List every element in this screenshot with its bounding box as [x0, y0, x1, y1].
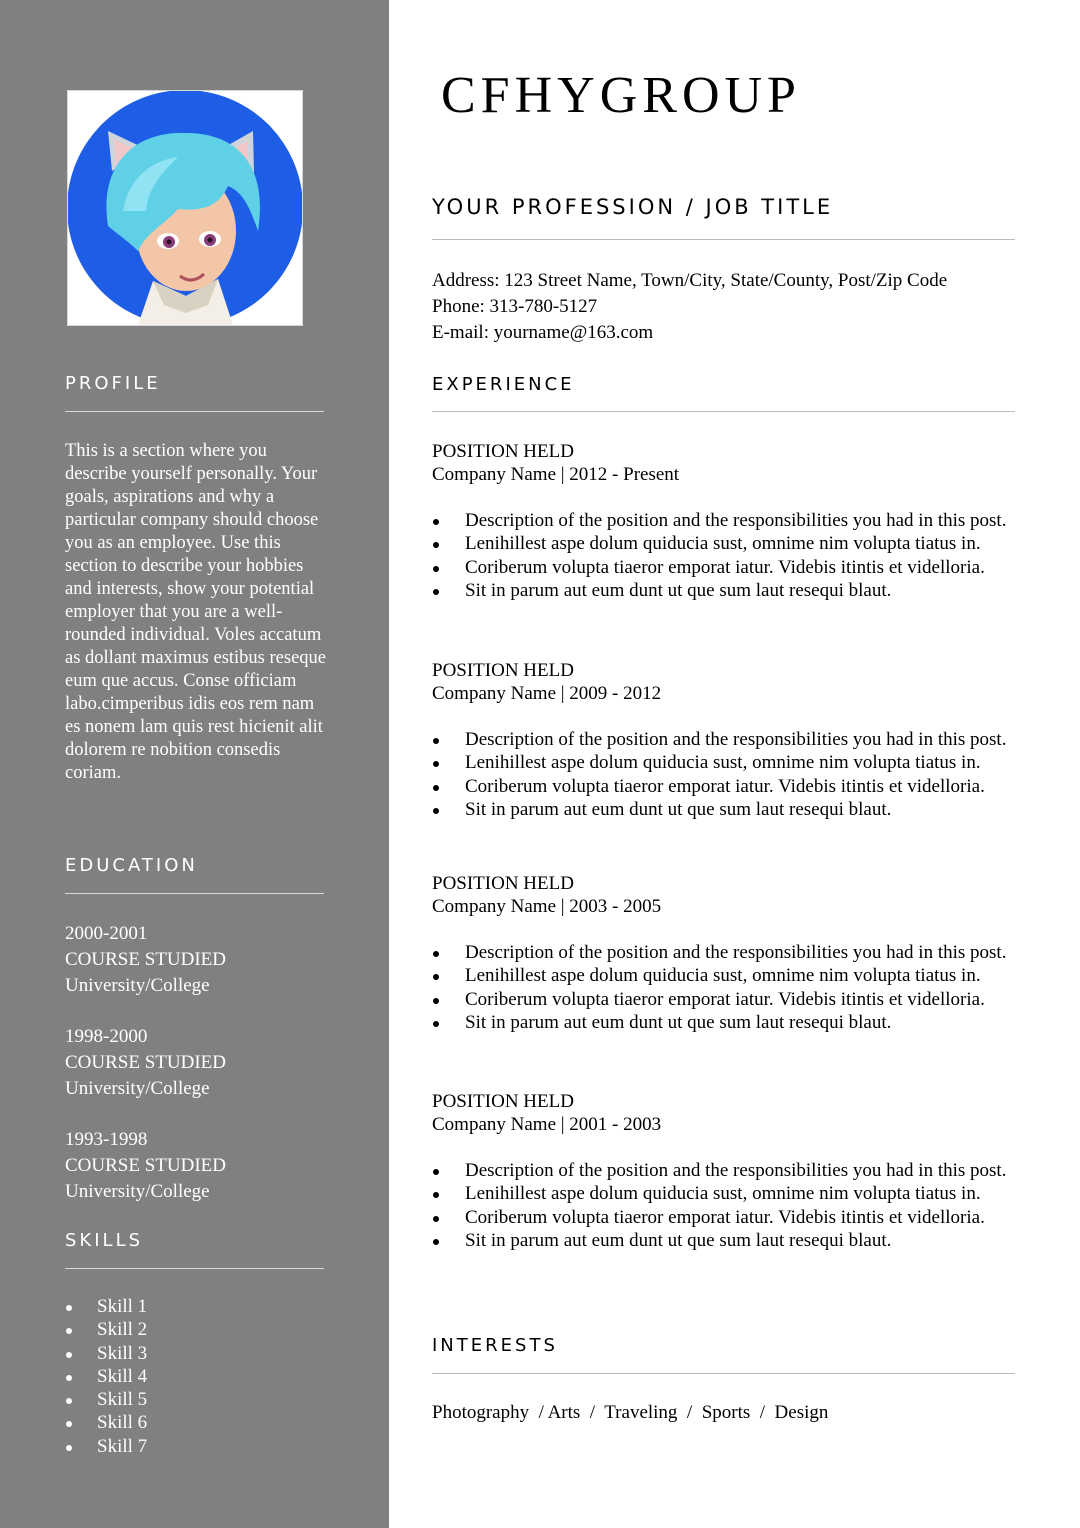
- job-duties: [432, 1159, 1022, 1252]
- education-years: 1998-2000: [65, 1026, 148, 1047]
- job-duty-item: Coriberum volupta tiaeror emporat iatur. Videbis itintis et videlloria.: [432, 556, 1022, 579]
- education-course: COURSE STUDIED: [65, 1052, 226, 1073]
- job-position: POSITION HELD: [432, 441, 574, 462]
- contact-info: [432, 268, 947, 346]
- interests-heading: INTERESTS: [432, 1335, 558, 1356]
- job-entry: [432, 440, 1022, 602]
- job-duty-item: Sit in parum aut eum dunt ut que sum laut resequi blaut.: [432, 1229, 1022, 1252]
- job-company-dates: Company Name | 2001 - 2003: [432, 1114, 662, 1135]
- job-company-dates: Company Name | 2012 - Present: [432, 464, 680, 485]
- education-years: 2000-2001: [65, 923, 148, 944]
- experience-divider: [432, 411, 1015, 412]
- contact-email: E-mail: yourname@163.com: [432, 322, 654, 343]
- job-duty-item: Description of the position and the responsibilities you had in this post.: [432, 941, 1022, 964]
- job-company-dates: Company Name | 2003 - 2005: [432, 896, 662, 917]
- profile-text: This is a section where you describe yourself personally. Your goals, aspirations and why a particular company should choose you as an employee. Use this section to describe your hobbies and interests, show your potential employer that you are a well-rounded individual. Voles accatum as dollant maximus estibus reseque eum que accus. Conse officiam labo.cimperibus idis eos rem nam es nonem lam quis rest hicienit alit dolorem re nobition consedis coriam.: [65, 441, 327, 783]
- education-school: University/College: [65, 975, 210, 996]
- job-duty-item: Coriberum volupta tiaeror emporat iatur. Videbis itintis et videlloria.: [432, 1206, 1022, 1229]
- contact-phone: Phone: 313-780-5127: [432, 296, 598, 317]
- skill-item: Skill 2: [65, 1318, 147, 1341]
- education-school: University/College: [65, 1181, 210, 1202]
- skills-divider: [65, 1268, 324, 1269]
- title-divider: [432, 239, 1015, 240]
- profile-divider: [65, 411, 324, 412]
- profile-heading: PROFILE: [65, 373, 161, 394]
- main-content: [389, 0, 1080, 1528]
- job-entry: [432, 872, 1022, 1034]
- job-duty-item: Description of the position and the responsibilities you had in this post.: [432, 1159, 1022, 1182]
- education-course: COURSE STUDIED: [65, 1155, 226, 1176]
- education-entry: [65, 921, 226, 999]
- skill-item: Skill 1: [65, 1295, 147, 1318]
- contact-address: Address: 123 Street Name, Town/City, State/County, Post/Zip Code: [432, 270, 948, 291]
- job-duty-item: Description of the position and the responsibilities you had in this post.: [432, 509, 1022, 532]
- job-duty-item: Lenihillest aspe dolum quiducia sust, omnime nim volupta tiatus in.: [432, 1182, 1022, 1205]
- interests-divider: [432, 1373, 1015, 1374]
- skill-item: Skill 6: [65, 1411, 147, 1434]
- job-duties: [432, 728, 1022, 821]
- education-course: COURSE STUDIED: [65, 949, 226, 970]
- interests-list: Photography / Arts / Traveling / Sports / Design: [432, 1402, 829, 1423]
- sidebar: [0, 0, 389, 1528]
- skills-heading: SKILLS: [65, 1230, 144, 1251]
- skill-item: Skill 4: [65, 1365, 147, 1388]
- education-divider: [65, 893, 324, 894]
- job-duty-item: Coriberum volupta tiaeror emporat iatur. Videbis itintis et videlloria.: [432, 988, 1022, 1011]
- skill-item: Skill 7: [65, 1435, 147, 1458]
- job-duty-item: Description of the position and the responsibilities you had in this post.: [432, 728, 1022, 751]
- skill-item: Skill 5: [65, 1388, 147, 1411]
- job-duty-item: Lenihillest aspe dolum quiducia sust, omnime nim volupta tiatus in.: [432, 532, 1022, 555]
- job-position: POSITION HELD: [432, 660, 574, 681]
- education-years: 1993-1998: [65, 1129, 148, 1150]
- job-company-dates: Company Name | 2009 - 2012: [432, 683, 662, 704]
- experience-heading: EXPERIENCE: [432, 374, 575, 395]
- profile-photo: [67, 90, 303, 326]
- job-duty-item: Coriberum volupta tiaeror emporat iatur. Videbis itintis et videlloria.: [432, 775, 1022, 798]
- education-heading: EDUCATION: [65, 855, 198, 876]
- job-entry: [432, 1090, 1022, 1252]
- job-duty-item: Lenihillest aspe dolum quiducia sust, omnime nim volupta tiatus in.: [432, 751, 1022, 774]
- education-entry: [65, 1127, 226, 1205]
- job-title: YOUR PROFESSION / JOB TITLE: [432, 195, 834, 219]
- avatar-illustration: [68, 91, 302, 325]
- job-position: POSITION HELD: [432, 1091, 574, 1112]
- job-duties: [432, 941, 1022, 1034]
- skill-item: Skill 3: [65, 1342, 147, 1365]
- job-duty-item: Sit in parum aut eum dunt ut que sum laut resequi blaut.: [432, 798, 1022, 821]
- job-entry: [432, 659, 1022, 821]
- name-title: CFHYGROUP: [441, 67, 801, 124]
- job-duties: [432, 509, 1022, 602]
- education-entry: [65, 1024, 226, 1102]
- job-duty-item: Lenihillest aspe dolum quiducia sust, omnime nim volupta tiatus in.: [432, 964, 1022, 987]
- job-position: POSITION HELD: [432, 873, 574, 894]
- skills-list: [65, 1295, 147, 1458]
- job-duty-item: Sit in parum aut eum dunt ut que sum laut resequi blaut.: [432, 579, 1022, 602]
- education-school: University/College: [65, 1078, 210, 1099]
- job-duty-item: Sit in parum aut eum dunt ut que sum laut resequi blaut.: [432, 1011, 1022, 1034]
